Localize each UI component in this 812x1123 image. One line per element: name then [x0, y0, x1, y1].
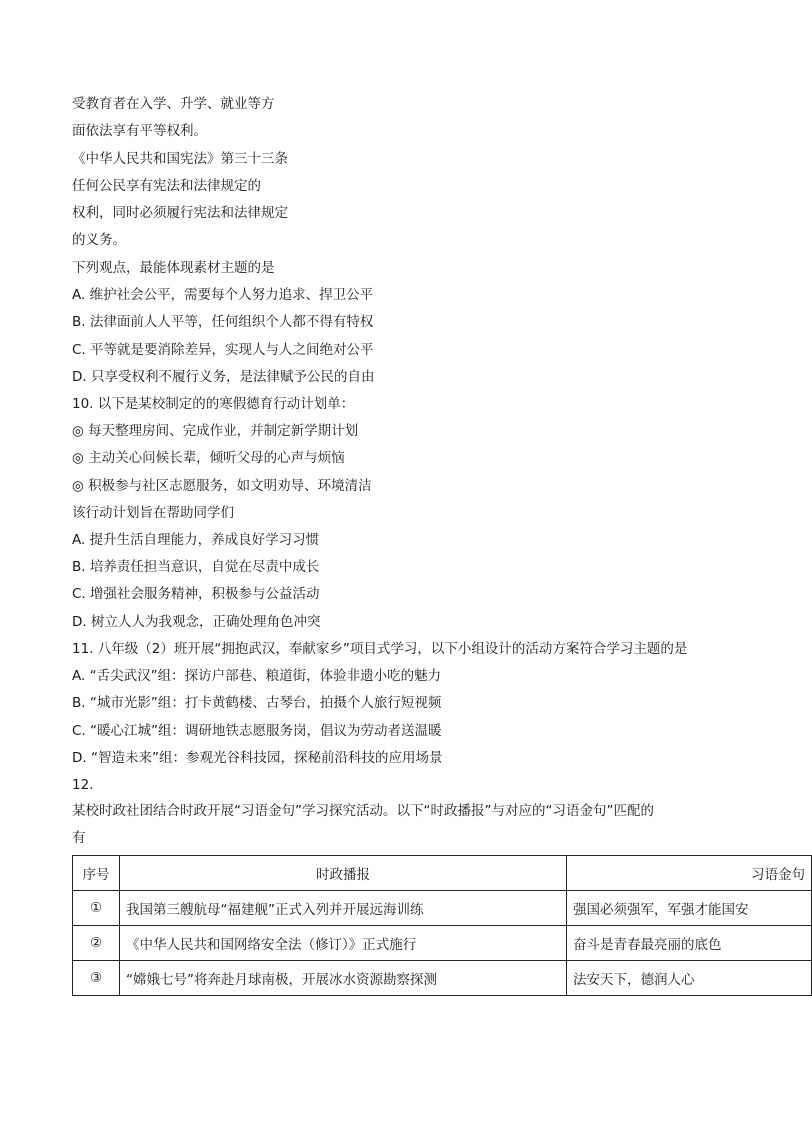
option-a: A. 提升生活自理能力，养成良好学习习惯: [72, 532, 320, 548]
question-11-title: 11. 八年级（2）班开展“拥抱武汉，奉献家乡”项目式学习，以下小组设计的活动方案符合学习主题的是: [72, 641, 688, 657]
option-c: C. “暖心江城”组：调研地铁志愿服务岗，倡议为劳动者送温暖: [72, 723, 442, 739]
option-d: D. “智造未来”组：参观光谷科技园，探秘前沿科技的应用场景: [72, 750, 443, 766]
option-b: B. “城市光影”组：打卡黄鹤楼、古琴台，拍摄个人旅行短视频: [72, 695, 442, 711]
row-quote: 法安天下，德润人心: [567, 961, 812, 996]
row-quote: 奋斗是青春最亮丽的底色: [567, 926, 812, 961]
row-number: ①: [73, 891, 120, 926]
question-12-title-end: 有: [72, 830, 86, 846]
row-news: 《中华人民共和国网络安全法（修订）》正式施行: [120, 926, 567, 961]
option-d: D. 树立人人为我观念，正确处理角色冲突: [72, 614, 321, 630]
text-line: 任何公民享有宪法和法律规定的: [72, 178, 261, 194]
option-a: A. “舌尖武汉”组：探访户部巷、粮道街，体验非遗小吃的魅力: [72, 668, 442, 684]
option-d: D. 只享受权利不履行义务，是法律赋予公民的自由: [72, 369, 375, 385]
row-number: ③: [73, 961, 120, 996]
row-quote: 强国必须强军，军强才能国安: [567, 891, 812, 926]
news-quote-table: [72, 855, 812, 996]
table-row: [73, 926, 812, 961]
question-12-title: 某校时政社团结合时政开展“习语金句”学习探究活动。以下“时政播报”与对应的“习语金句”匹配的: [72, 803, 654, 819]
table-row: [73, 891, 812, 926]
plan-item: ◎ 主动关心问候长辈，倾听父母的心声与烦恼: [72, 450, 345, 466]
text-line: 面依法享有平等权利。: [72, 123, 207, 139]
table-row: [73, 961, 812, 996]
header-number: 序号: [73, 856, 120, 891]
option-b: B. 培养责任担当意识，自觉在尽责中成长: [72, 559, 320, 575]
header-quote: 习语金句: [567, 856, 812, 891]
question-12-number: 12.: [72, 777, 94, 793]
option-c: C. 增强社会服务精神，积极参与公益活动: [72, 586, 320, 602]
header-news: 时政播报: [120, 856, 567, 891]
row-news: “嫦娥七号”将奔赴月球南极，开展冰水资源勘察探测: [120, 961, 567, 996]
plan-item: ◎ 积极参与社区志愿服务，如文明劝导、环境清洁: [72, 478, 372, 494]
text-line: 的义务。: [72, 232, 126, 248]
row-number: ②: [73, 926, 120, 961]
question-stem: 该行动计划旨在帮助同学们: [72, 505, 234, 521]
option-a: A. 维护社会公平，需要每个人努力追求、捍卫公平: [72, 287, 374, 303]
option-c: C. 平等就是要消除差异，实现人与人之间绝对公平: [72, 342, 374, 358]
row-news: 我国第三艘航母“福建舰”正式入列并开展远海训练: [120, 891, 567, 926]
table-header-row: [73, 856, 812, 891]
plan-item: ◎ 每天整理房间、完成作业，并制定新学期计划: [72, 423, 359, 439]
question-stem: 下列观点，最能体现素材主题的是: [72, 260, 275, 276]
text-line: 受教育者在入学、升学、就业等方: [72, 96, 275, 112]
text-line: 《中华人民共和国宪法》第三十三条: [72, 151, 288, 167]
question-10-title: 10. 以下是某校制定的的寒假德育行动计划单：: [72, 396, 355, 412]
option-b: B. 法律面前人人平等，任何组织个人都不得有特权: [72, 314, 374, 330]
text-line: 权利，同时必须履行宪法和法律规定: [72, 205, 288, 221]
